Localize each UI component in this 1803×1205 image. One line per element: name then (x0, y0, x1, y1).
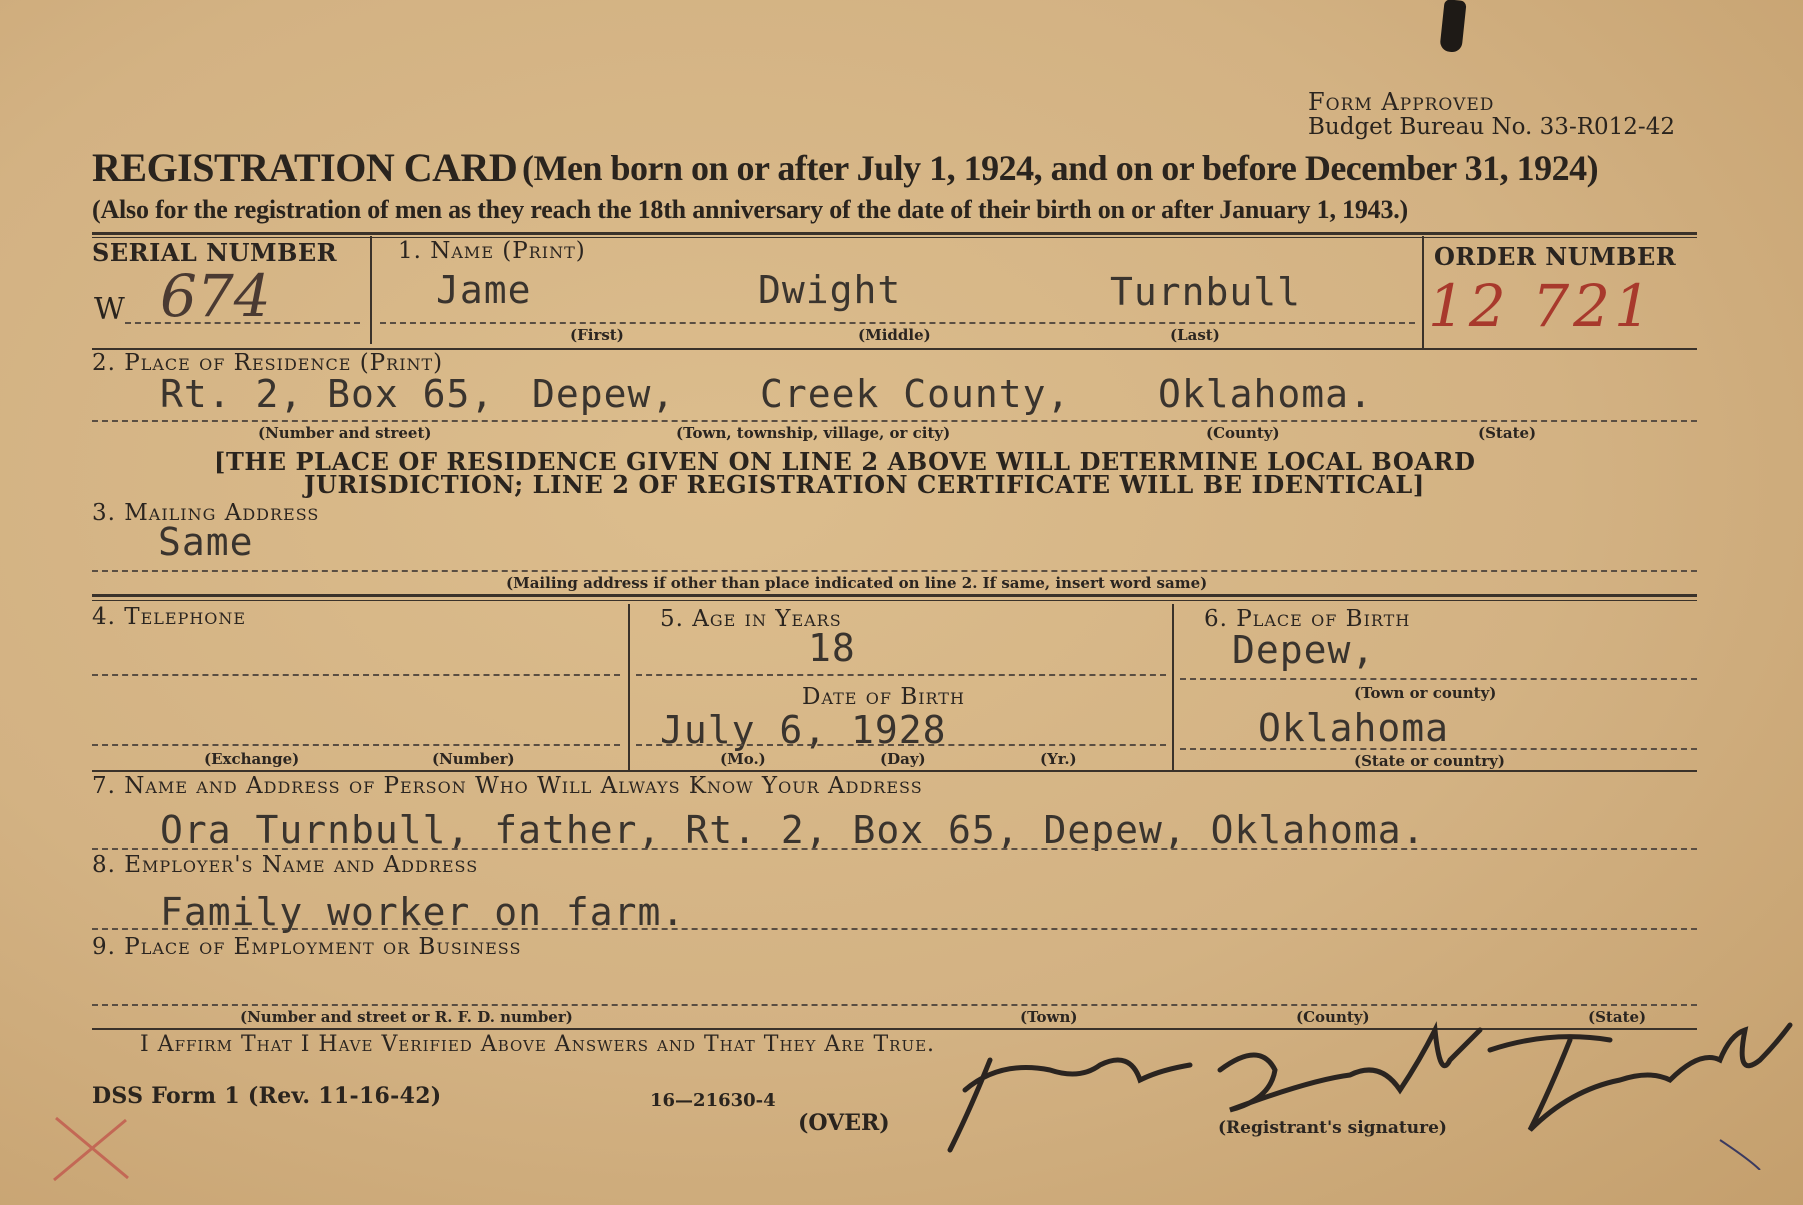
signature-caption: (Registrant's signature) (1218, 1118, 1447, 1138)
rule-mailing-2 (92, 600, 1697, 601)
dob-value: July 6, 1928 (660, 708, 947, 752)
vline-telephone (628, 604, 630, 770)
dob-label: Date of Birth (802, 684, 965, 710)
form-approved: Form Approved (1308, 88, 1495, 116)
over-label: (OVER) (798, 1110, 890, 1136)
employer-label: 8. Employer's Name and Address (92, 852, 479, 878)
name-label: 1. Name (Print) (398, 238, 586, 264)
day-caption: (Day) (880, 750, 926, 768)
residence-line (92, 420, 1697, 422)
rule-mailing (92, 594, 1697, 597)
budget-bureau: Budget Bureau No. 33-R012-42 (1308, 114, 1675, 140)
birthplace-town: Depew, (1232, 628, 1376, 672)
age-value: 18 (808, 626, 856, 670)
jurisdiction-notice-1: [THE PLACE OF RESIDENCE GIVEN ON LINE 2 ABOVE WILL DETERMINE LOCAL BOARD (214, 447, 1476, 476)
employment-line (92, 1004, 1697, 1006)
residence-street: Rt. 2, Box 65, (160, 372, 495, 416)
serial-line (125, 322, 360, 324)
last-name-value: Turnbull (1110, 270, 1302, 314)
serial-number-value: 674 (160, 262, 271, 330)
birthplace-town-caption: (Town or county) (1354, 684, 1497, 702)
employer-value: Family worker on farm. (160, 890, 686, 934)
birthplace-state-caption: (State or country) (1354, 752, 1505, 770)
ink-smudge (1439, 0, 1466, 53)
contact-value: Ora Turnbull, father, Rt. 2, Box 65, Depew, Oklahoma. (160, 808, 1426, 852)
age-label: 5. Age in Years (660, 606, 842, 632)
birthplace-line-2 (1180, 748, 1697, 750)
employment-county-caption: (County) (1296, 1008, 1370, 1026)
employment-town-caption: (Town) (1020, 1008, 1078, 1026)
name-line (380, 322, 1415, 324)
vline-order (1422, 236, 1424, 350)
birthplace-line-1 (1180, 678, 1697, 680)
rule-top (92, 232, 1697, 235)
telephone-label: 4. Telephone (92, 604, 247, 630)
mailing-value: Same (158, 520, 254, 564)
mailing-line (92, 570, 1697, 572)
birthplace-state: Oklahoma (1258, 706, 1450, 750)
mailing-label: 3. Mailing Address (92, 500, 320, 526)
red-check-mark (48, 1108, 138, 1188)
jurisdiction-notice-2: JURISDICTION; LINE 2 OF REGISTRATION CERTIFICATE WILL BE IDENTICAL] (304, 470, 1425, 499)
middle-name-value: Dwight (758, 268, 902, 312)
card-title: REGISTRATION CARD (92, 145, 518, 190)
street-caption: (Number and street) (258, 424, 432, 442)
employer-line (92, 928, 1697, 930)
exchange-caption: (Exchange) (204, 750, 300, 768)
birthplace-label: 6. Place of Birth (1204, 606, 1411, 632)
affirmation-text: I Affirm That I Have Verified Above Answers and That They Are True. (140, 1032, 936, 1057)
vline-serial (370, 236, 372, 344)
vline-age (1172, 604, 1174, 770)
age-line (636, 674, 1166, 676)
yr-caption: (Yr.) (1040, 750, 1077, 768)
employment-street-caption: (Number and street or R. F. D. number) (240, 1008, 573, 1026)
mo-caption: (Mo.) (720, 750, 766, 768)
first-name-value: Jame (436, 268, 532, 312)
rule-birth (92, 770, 1697, 772)
form-id: DSS Form 1 (Rev. 11-16-42) (92, 1083, 442, 1109)
order-number-label: ORDER NUMBER (1434, 242, 1677, 271)
telephone-line-2 (92, 744, 620, 746)
state-caption: (State) (1478, 424, 1537, 442)
registrant-signature (930, 1020, 1800, 1170)
serial-number-label: SERIAL NUMBER (92, 238, 338, 267)
last-caption: (Last) (1170, 326, 1220, 344)
employment-state-caption: (State) (1588, 1008, 1647, 1026)
number-caption: (Number) (432, 750, 515, 768)
contact-label: 7. Name and Address of Person Who Will Always Know Your Address (92, 773, 923, 799)
dob-line (636, 744, 1166, 746)
employment-label: 9. Place of Employment or Business (92, 934, 522, 960)
serial-prefix: W (94, 292, 125, 327)
mailing-caption: (Mailing address if other than place indicated on line 2. If same, insert word same) (506, 574, 1208, 592)
card-note: (Also for the registration of men as they reach the 18th anniversary of the date of their birth on or after January 1, 1943.) (92, 195, 1409, 224)
county-caption: (County) (1206, 424, 1280, 442)
town-caption: (Town, township, village, or city) (676, 424, 951, 442)
residence-label: 2. Place of Residence (Print) (92, 350, 444, 376)
card-subtitle: (Men born on or after July 1, 1924, and on or before December 31, 1924) (522, 148, 1599, 188)
telephone-line-1 (92, 674, 620, 676)
residence-town: Depew, (532, 372, 676, 416)
middle-caption: (Middle) (858, 326, 931, 344)
residence-state: Oklahoma. (1158, 372, 1373, 416)
residence-county: Creek County, (760, 372, 1071, 416)
order-number-value: 12 721 (1428, 272, 1655, 340)
contact-line (92, 848, 1697, 850)
first-caption: (First) (570, 326, 624, 344)
print-code: 16—21630-4 (650, 1090, 776, 1111)
